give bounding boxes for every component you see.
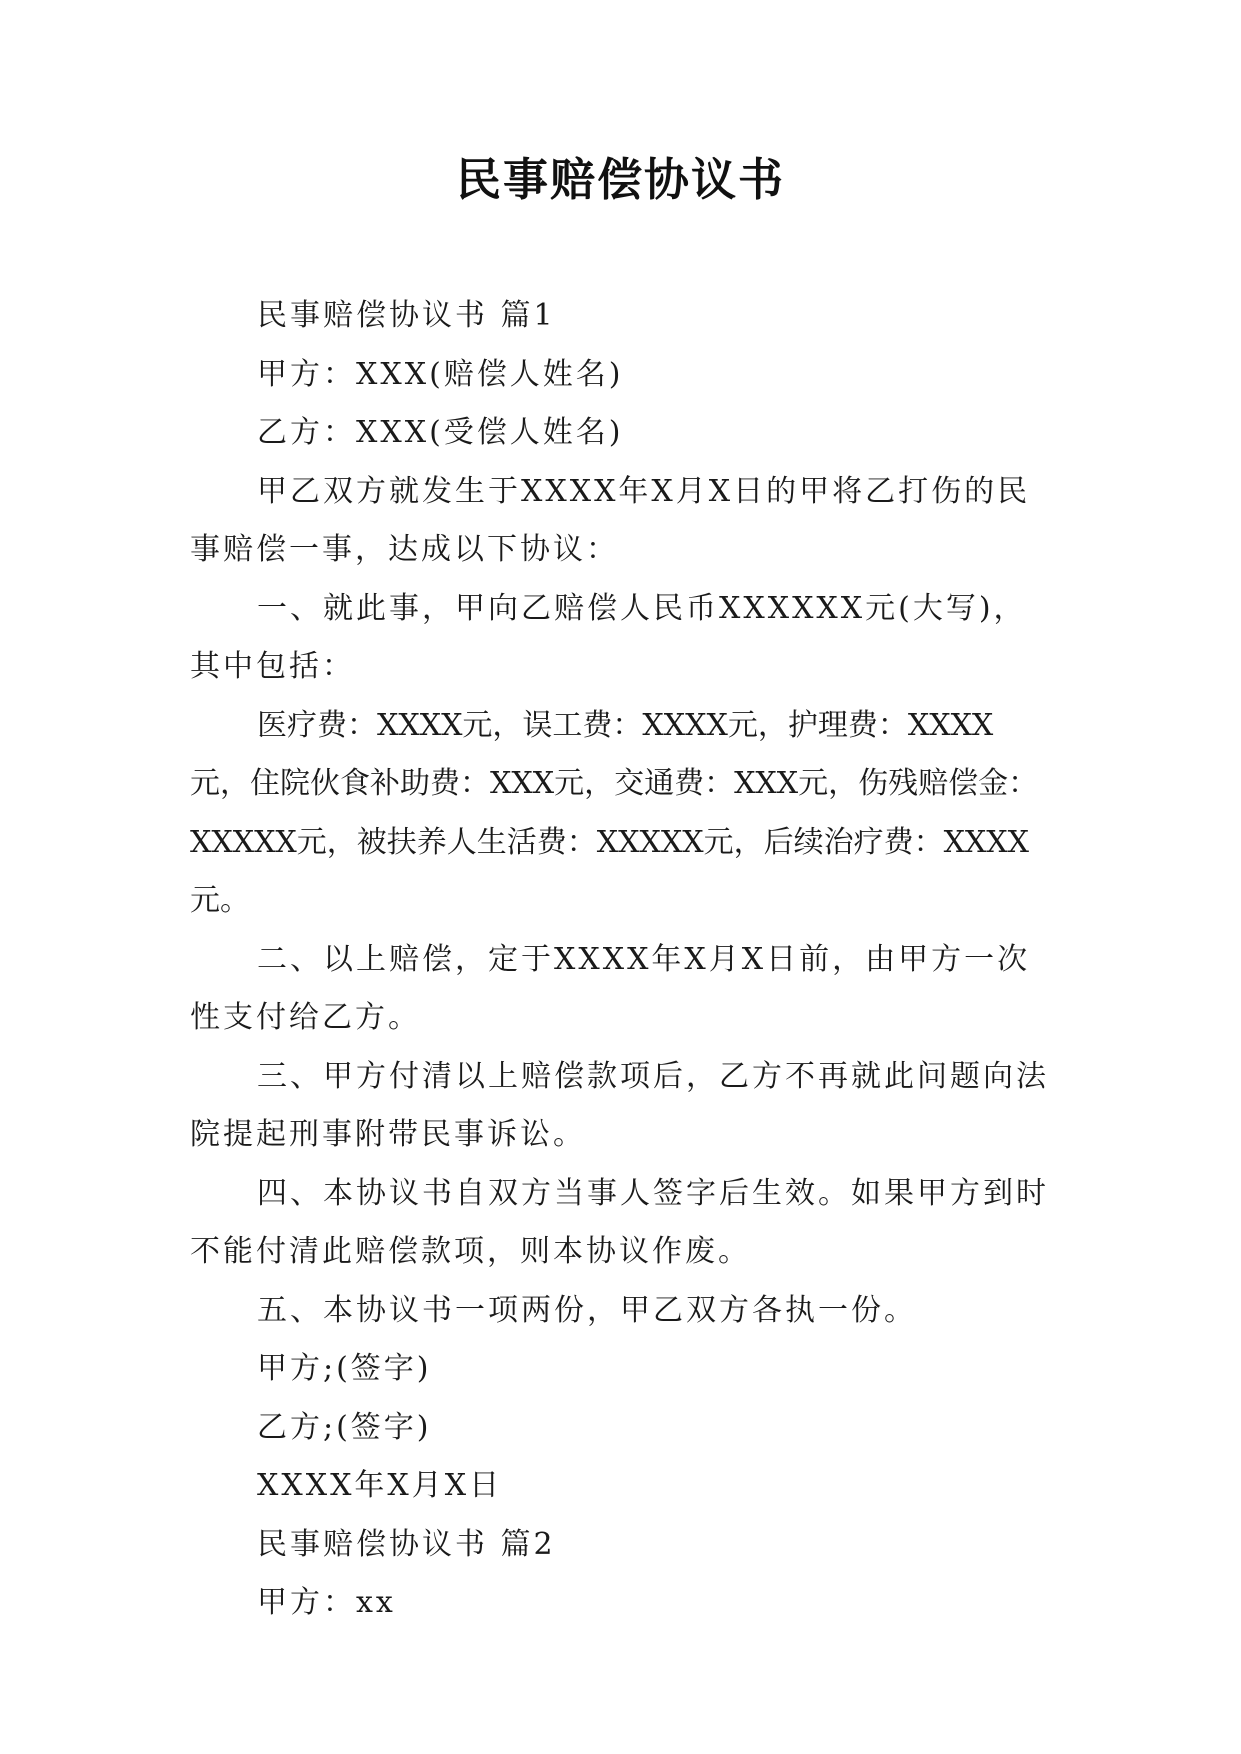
clause-2: 二、以上赔偿，定于XXXX年X月X日前，由甲方一次性支付给乙方。	[190, 941, 1031, 1035]
clause-4: 四、本协议书自双方当事人签字后生效。如果甲方到时不能付清此赔偿款项，则本协议作废。	[190, 1175, 1049, 1269]
document-title: 民事赔偿协议书	[455, 153, 785, 206]
party-a-line-2: 甲方：xx	[257, 1585, 396, 1620]
party-b-signature: 乙方;(签字)	[257, 1409, 432, 1445]
section-heading-1: 民事赔偿协议书 篇1	[257, 298, 556, 333]
party-a-line: 甲方：XXX(赔偿人姓名)	[257, 356, 624, 392]
expense-details: 医疗费：XXXX元，误工费：XXXX元，护理费：XXXX元，住院伙食补助费：XXX元，交通费：XXX元，伤残赔偿金：XXXXX元，被扶养人生活费：XXXXX元，后续治疗费：XXXX元。	[190, 707, 1039, 918]
party-a-signature: 甲方;(签字)	[257, 1351, 432, 1386]
clause-5: 五、本协议书一项两份，甲乙双方各执一份。	[257, 1292, 917, 1328]
clause-3: 三、甲方付清以上赔偿款项后，乙方不再就此问题向法院提起刑事附带民事诉讼。	[190, 1058, 1049, 1152]
sign-date: XXXX年X月X日	[257, 1468, 503, 1503]
document-body	[190, 287, 1050, 1633]
clause-1: 一、就此事，甲向乙赔偿人民币XXXXXX元(大写)，其中包括：	[190, 590, 1027, 684]
party-b-line: 乙方：XXX(受偿人姓名)	[257, 415, 624, 450]
agreement-intro: 甲乙双方就发生于XXXX年X月X日的甲将乙打伤的民事赔偿一事，达成以下协议：	[190, 473, 1031, 567]
section-heading-2: 民事赔偿协议书 篇2	[257, 1526, 556, 1562]
